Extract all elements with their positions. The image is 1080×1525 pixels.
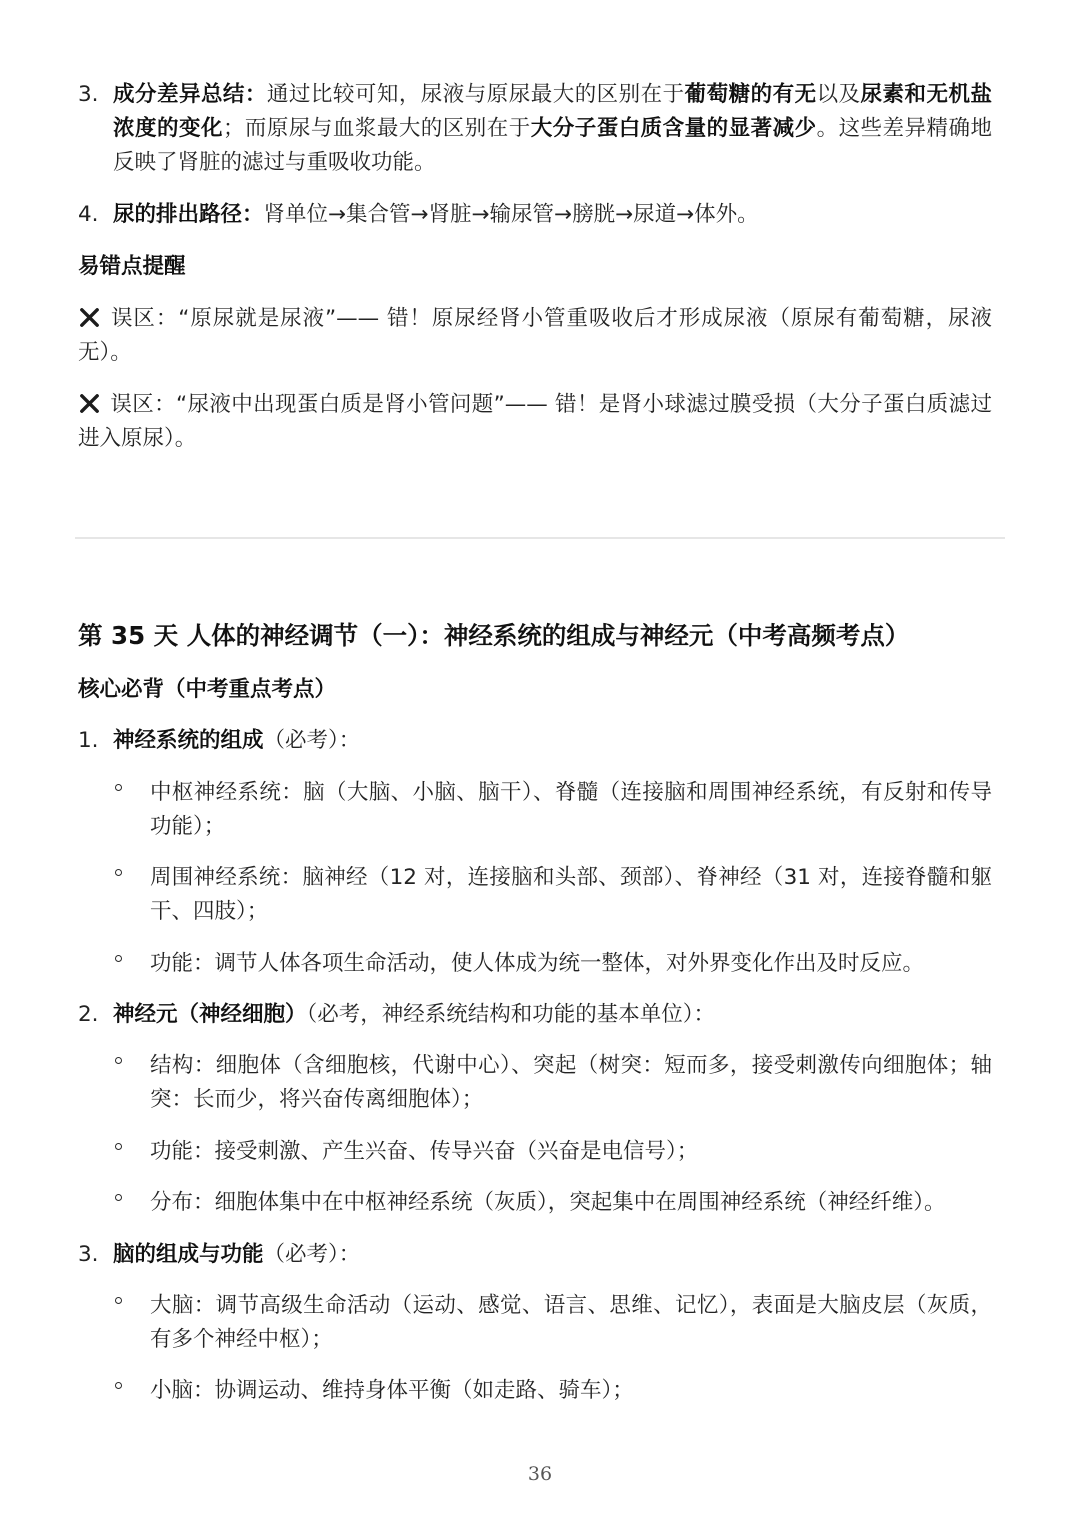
item-label: 神经元（神经细胞） [113,1001,307,1027]
sub-bullet-item [78,1135,992,1169]
day-title: 第 35 天 人体的神经调节（一）：神经系统的组成与神经元（中考高频考点） [78,621,910,650]
pitfall-item [78,302,992,370]
hollow-circle-bullet-icon [115,1143,122,1150]
list-item-text [113,198,992,232]
text-run: ；而原尿与血浆最大的区别在于 [222,116,531,141]
bullet-text: 功能：接受刺激、产生兴奋、传导兴奋（兴奋是电信号）； [150,1138,699,1164]
list-number: 1. [78,728,99,754]
sub-bullet-item [78,861,992,929]
composition-summary-item [78,78,992,180]
list-item-text [113,724,992,758]
bold-run: 大分子蛋白质含量的显著减少 [530,116,817,141]
sub-bullet-item [78,776,992,844]
bullet-text: 大脑：调节高级生命活动（运动、感觉、语言、思维、记忆），表面是大脑皮层（灰质，有多个神经中枢）； [150,1292,992,1352]
day35-section [78,617,992,1426]
item-note: （必考）： [263,1241,361,1267]
hollow-circle-bullet-icon [115,1194,122,1201]
item-note: （必考）： [263,728,361,754]
sub-bullet-item [78,1289,992,1357]
hollow-circle-bullet-icon [115,955,122,962]
bold-run: 尿素和无机盐浓度的变化 [113,82,992,141]
item-label: 神经系统的组成 [113,728,264,754]
bullet-text: 结构：细胞体（含细胞核，代谢中心）、突起（树突：短而多，接受刺激传向细胞体；轴突：长而少，将兴奋传离细胞体）； [150,1053,992,1113]
item-note: （必考，神经系统结构和功能的基本单位）： [306,1001,716,1027]
bullet-text: 小脑：协调运动、维持身体平衡（如走路、骑车）； [150,1378,634,1404]
page-number: 36 [527,1463,553,1485]
item-label: 脑的组成与功能 [113,1241,264,1267]
text-run: 。这些差异精确地反映了肾脏的滤过与重吸收功能。 [113,116,992,175]
list-number: 2. [78,1001,99,1027]
hollow-circle-bullet-icon [115,1297,122,1304]
list-item-text [113,78,992,180]
core-heading: 核心必背（中考重点考点） [78,677,337,702]
hollow-circle-bullet-icon [115,869,122,876]
brain-item [78,1238,992,1272]
pitfall-text: 误区：“尿液中出现蛋白质是肾小管问题”—— 错！是肾小球滤过膜受损（大分子蛋白质滤过进入原尿）。 [78,392,992,451]
list-number: 4. [78,202,99,227]
cross-mark-icon [78,392,101,415]
list-item-text [113,998,992,1032]
bold-run: 葡萄糖的有无 [684,82,817,107]
list-number: 3. [78,1241,99,1267]
pitfall-item [78,388,992,456]
bullet-text: 中枢神经系统：脑（大脑、小脑、脑干）、脊髓（连接脑和周围神经系统，有反射和传导功能）； [150,779,992,839]
hollow-circle-bullet-icon [115,784,122,791]
neuron-item [78,998,992,1032]
sub-bullet-item [78,1186,992,1220]
excretion-path-item [78,198,992,232]
item-label: 成分差异总结： [113,82,267,107]
hollow-circle-bullet-icon [115,1057,122,1064]
sub-bullet-item [78,947,992,981]
sub-bullet-item [78,1374,992,1408]
bullet-text: 分布：细胞体集中在中枢神经系统（灰质），突起集中在周围神经系统（神经纤维）。 [150,1190,946,1216]
section-divider [75,537,1005,539]
nervous-system-composition-item [78,724,992,758]
list-number: 3. [78,82,99,107]
text-run: 通过比较可知，尿液与原尿最大的区别在于 [266,82,685,107]
hollow-circle-bullet-icon [115,1382,122,1389]
cross-mark-icon [78,306,101,329]
pitfall-text: 误区：“原尿就是尿液”—— 错！原尿经肾小管重吸收后才形成尿液（原尿有葡萄糖，尿液无）。 [78,306,992,365]
page-content [78,78,992,1426]
sub-bullet-item [78,1049,992,1117]
item-label: 尿的排出路径： [113,202,264,227]
list-item-text [113,1238,992,1272]
text-run: 肾单位→集合管→肾脏→输尿管→膀胱→尿道→体外。 [263,202,759,227]
bullet-text: 周围神经系统：脑神经（12 对，连接脑和头部、颈部）、脊神经（31 对，连接脊髓和躯干、四肢）； [150,865,992,925]
text-run: 以及 [816,82,861,107]
pitfalls-heading: 易错点提醒 [78,254,186,279]
bullet-text: 功能：调节人体各项生命活动，使人体成为统一整体，对外界变化作出及时反应。 [150,950,925,976]
